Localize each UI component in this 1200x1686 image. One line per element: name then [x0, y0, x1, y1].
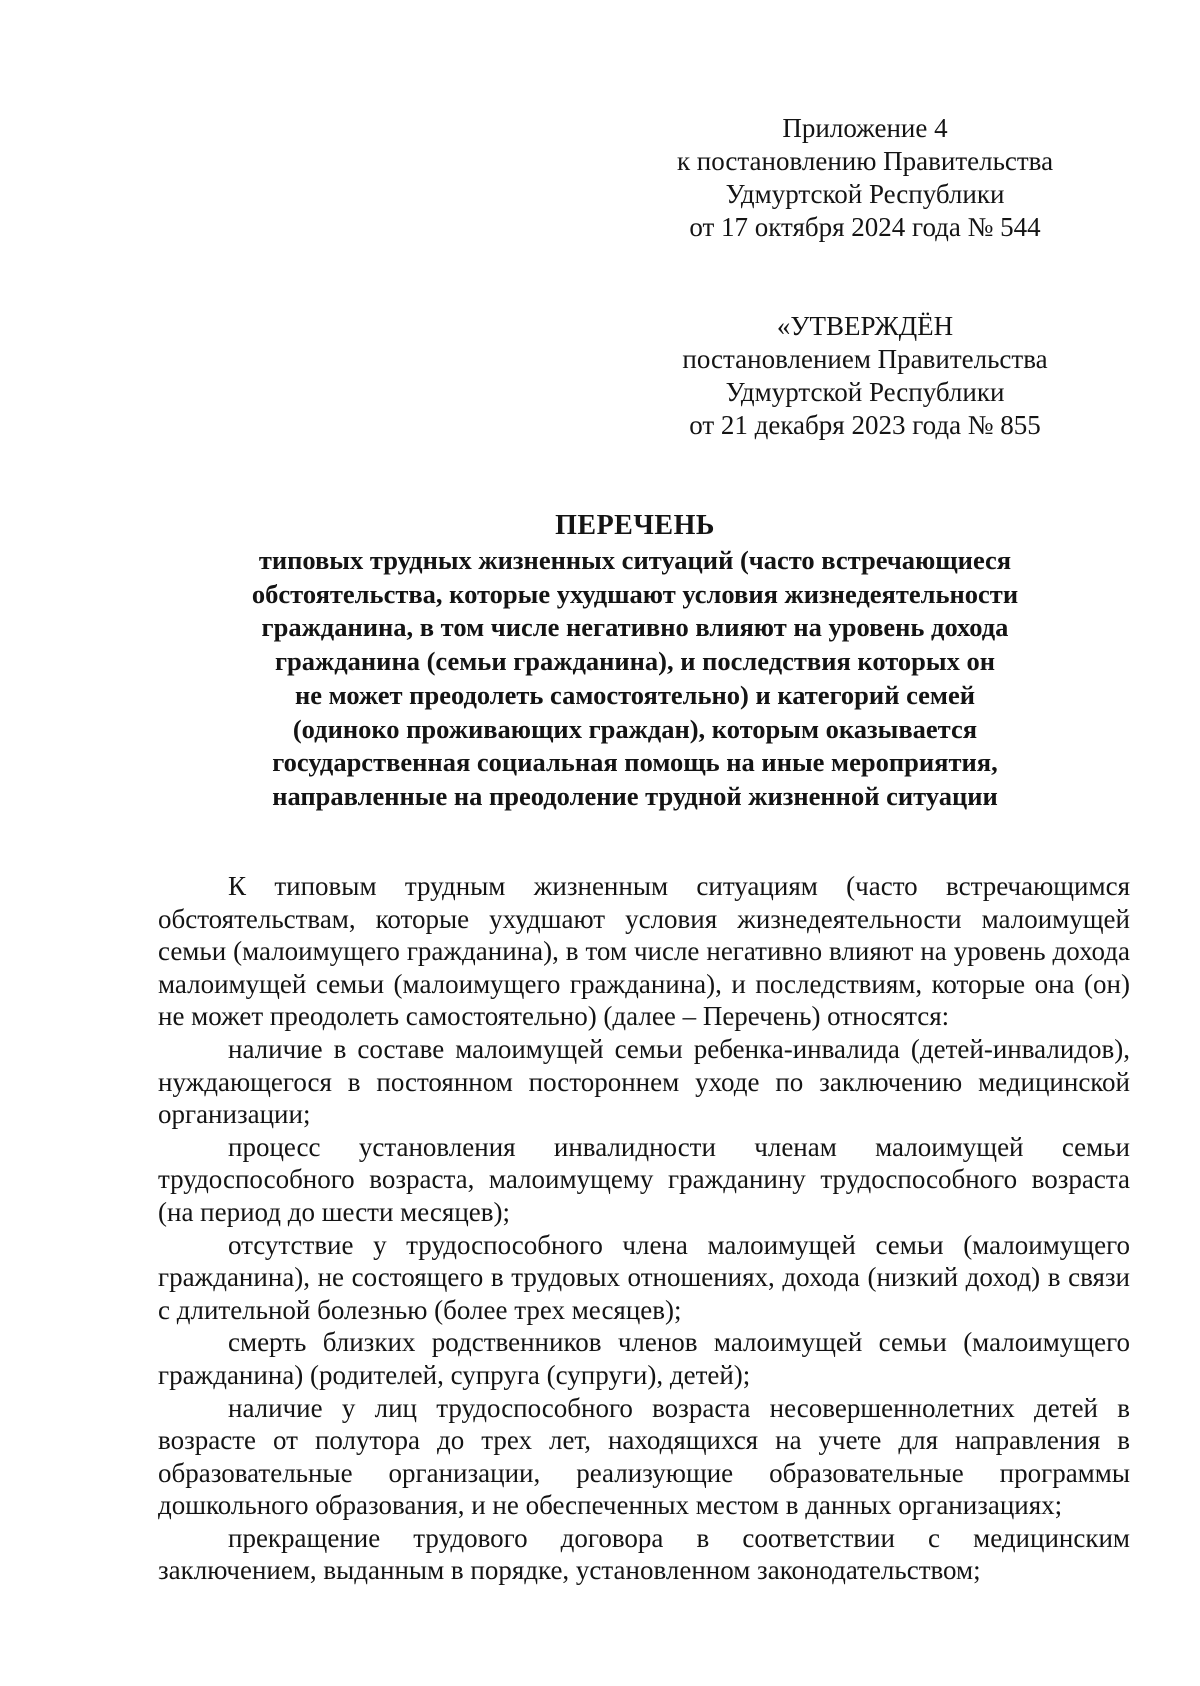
- subtitle-line: типовых трудных жизненных ситуаций (часто встречающиеся: [258, 545, 1012, 575]
- document-body: [158, 870, 1130, 1587]
- attachment-line: Удмуртской Республики: [725, 179, 1005, 209]
- attachment-line: к постановлению Правительства: [676, 146, 1054, 176]
- subtitle-line: государственная социальная помощь на иные мероприятия,: [272, 747, 998, 778]
- approval-header: [640, 310, 1090, 442]
- approval-line: от 21 декабря 2023 года № 855: [689, 410, 1041, 440]
- body-paragraph: смерть близких родственников членов малоимущей семьи (малоимущего гражданина) (родителей, супруга (супруги), детей);: [158, 1327, 1130, 1390]
- subtitle-line: обстоятельства, которые ухудшают условия жизнедеятельности: [251, 578, 1019, 609]
- attachment-line: Приложение 4: [782, 113, 948, 143]
- subtitle-line: гражданина, в том числе негативно влияют на уровень дохода: [261, 612, 1009, 643]
- approval-line: «УТВЕРЖДЁН: [776, 311, 954, 341]
- document-title: ПЕРЕЧЕНЬ: [555, 510, 715, 541]
- approval-line: Удмуртской Республики: [725, 377, 1005, 407]
- body-paragraph: процесс установления инвалидности членам малоимущей семьи трудоспособного возраста, малоимущему гражданину трудоспособного возраста (на период до шести месяцев);: [158, 1131, 1130, 1227]
- subtitle-line: не может преодолеть самостоятельно) и категорий семей: [294, 679, 976, 710]
- document-subtitle: [160, 544, 1110, 814]
- body-paragraph: отсутствие у трудоспособного члена малоимущей семьи (малоимущего гражданина), не состоящего в трудовых отношениях, дохода (низкий доход) в связи с длительной болезнью (более трех месяцев);: [158, 1229, 1130, 1325]
- document-heading: [160, 508, 1110, 814]
- attachment-line: от 17 октября 2024 года № 544: [689, 212, 1041, 242]
- subtitle-line: (одиноко проживающих граждан), которым оказывается: [292, 713, 978, 744]
- body-paragraph: наличие у лиц трудоспособного возраста несовершеннолетних детей в возрасте от полутора до трех лет, находящихся на учете для направления в образовательные организации, реализующие образовательные программы дошкольного образования, и не обеспеченных местом в данных организациях;: [158, 1392, 1130, 1521]
- body-paragraph: прекращение трудового договора в соответствии с медицинским заключением, выданным в порядке, установленном законодательством;: [158, 1522, 1130, 1586]
- approval-line: постановлением Правительства: [682, 344, 1048, 374]
- attachment-header: [640, 112, 1090, 244]
- body-paragraph: К типовым трудным жизненным ситуациям (часто встречающимся обстоятельствам, которые ухудшают условия жизнедеятельности малоимущей семьи (малоимущего гражданина), в том числе негативно влияют на уровень дохода малоимущей семьи (малоимущего гражданина), и последствиям, которые она (он) не может преодолеть самостоятельно) (далее – Перечень) относятся:: [158, 871, 1130, 1032]
- body-paragraph: наличие в составе малоимущей семьи ребенка-инвалида (детей-инвалидов), нуждающегося в постоянном постороннем уходе по заключению медицинской организации;: [158, 1033, 1130, 1130]
- subtitle-line: направленные на преодоление трудной жизненной ситуации: [272, 780, 998, 811]
- subtitle-line: гражданина (семьи гражданина), и последствия которых он: [275, 646, 995, 677]
